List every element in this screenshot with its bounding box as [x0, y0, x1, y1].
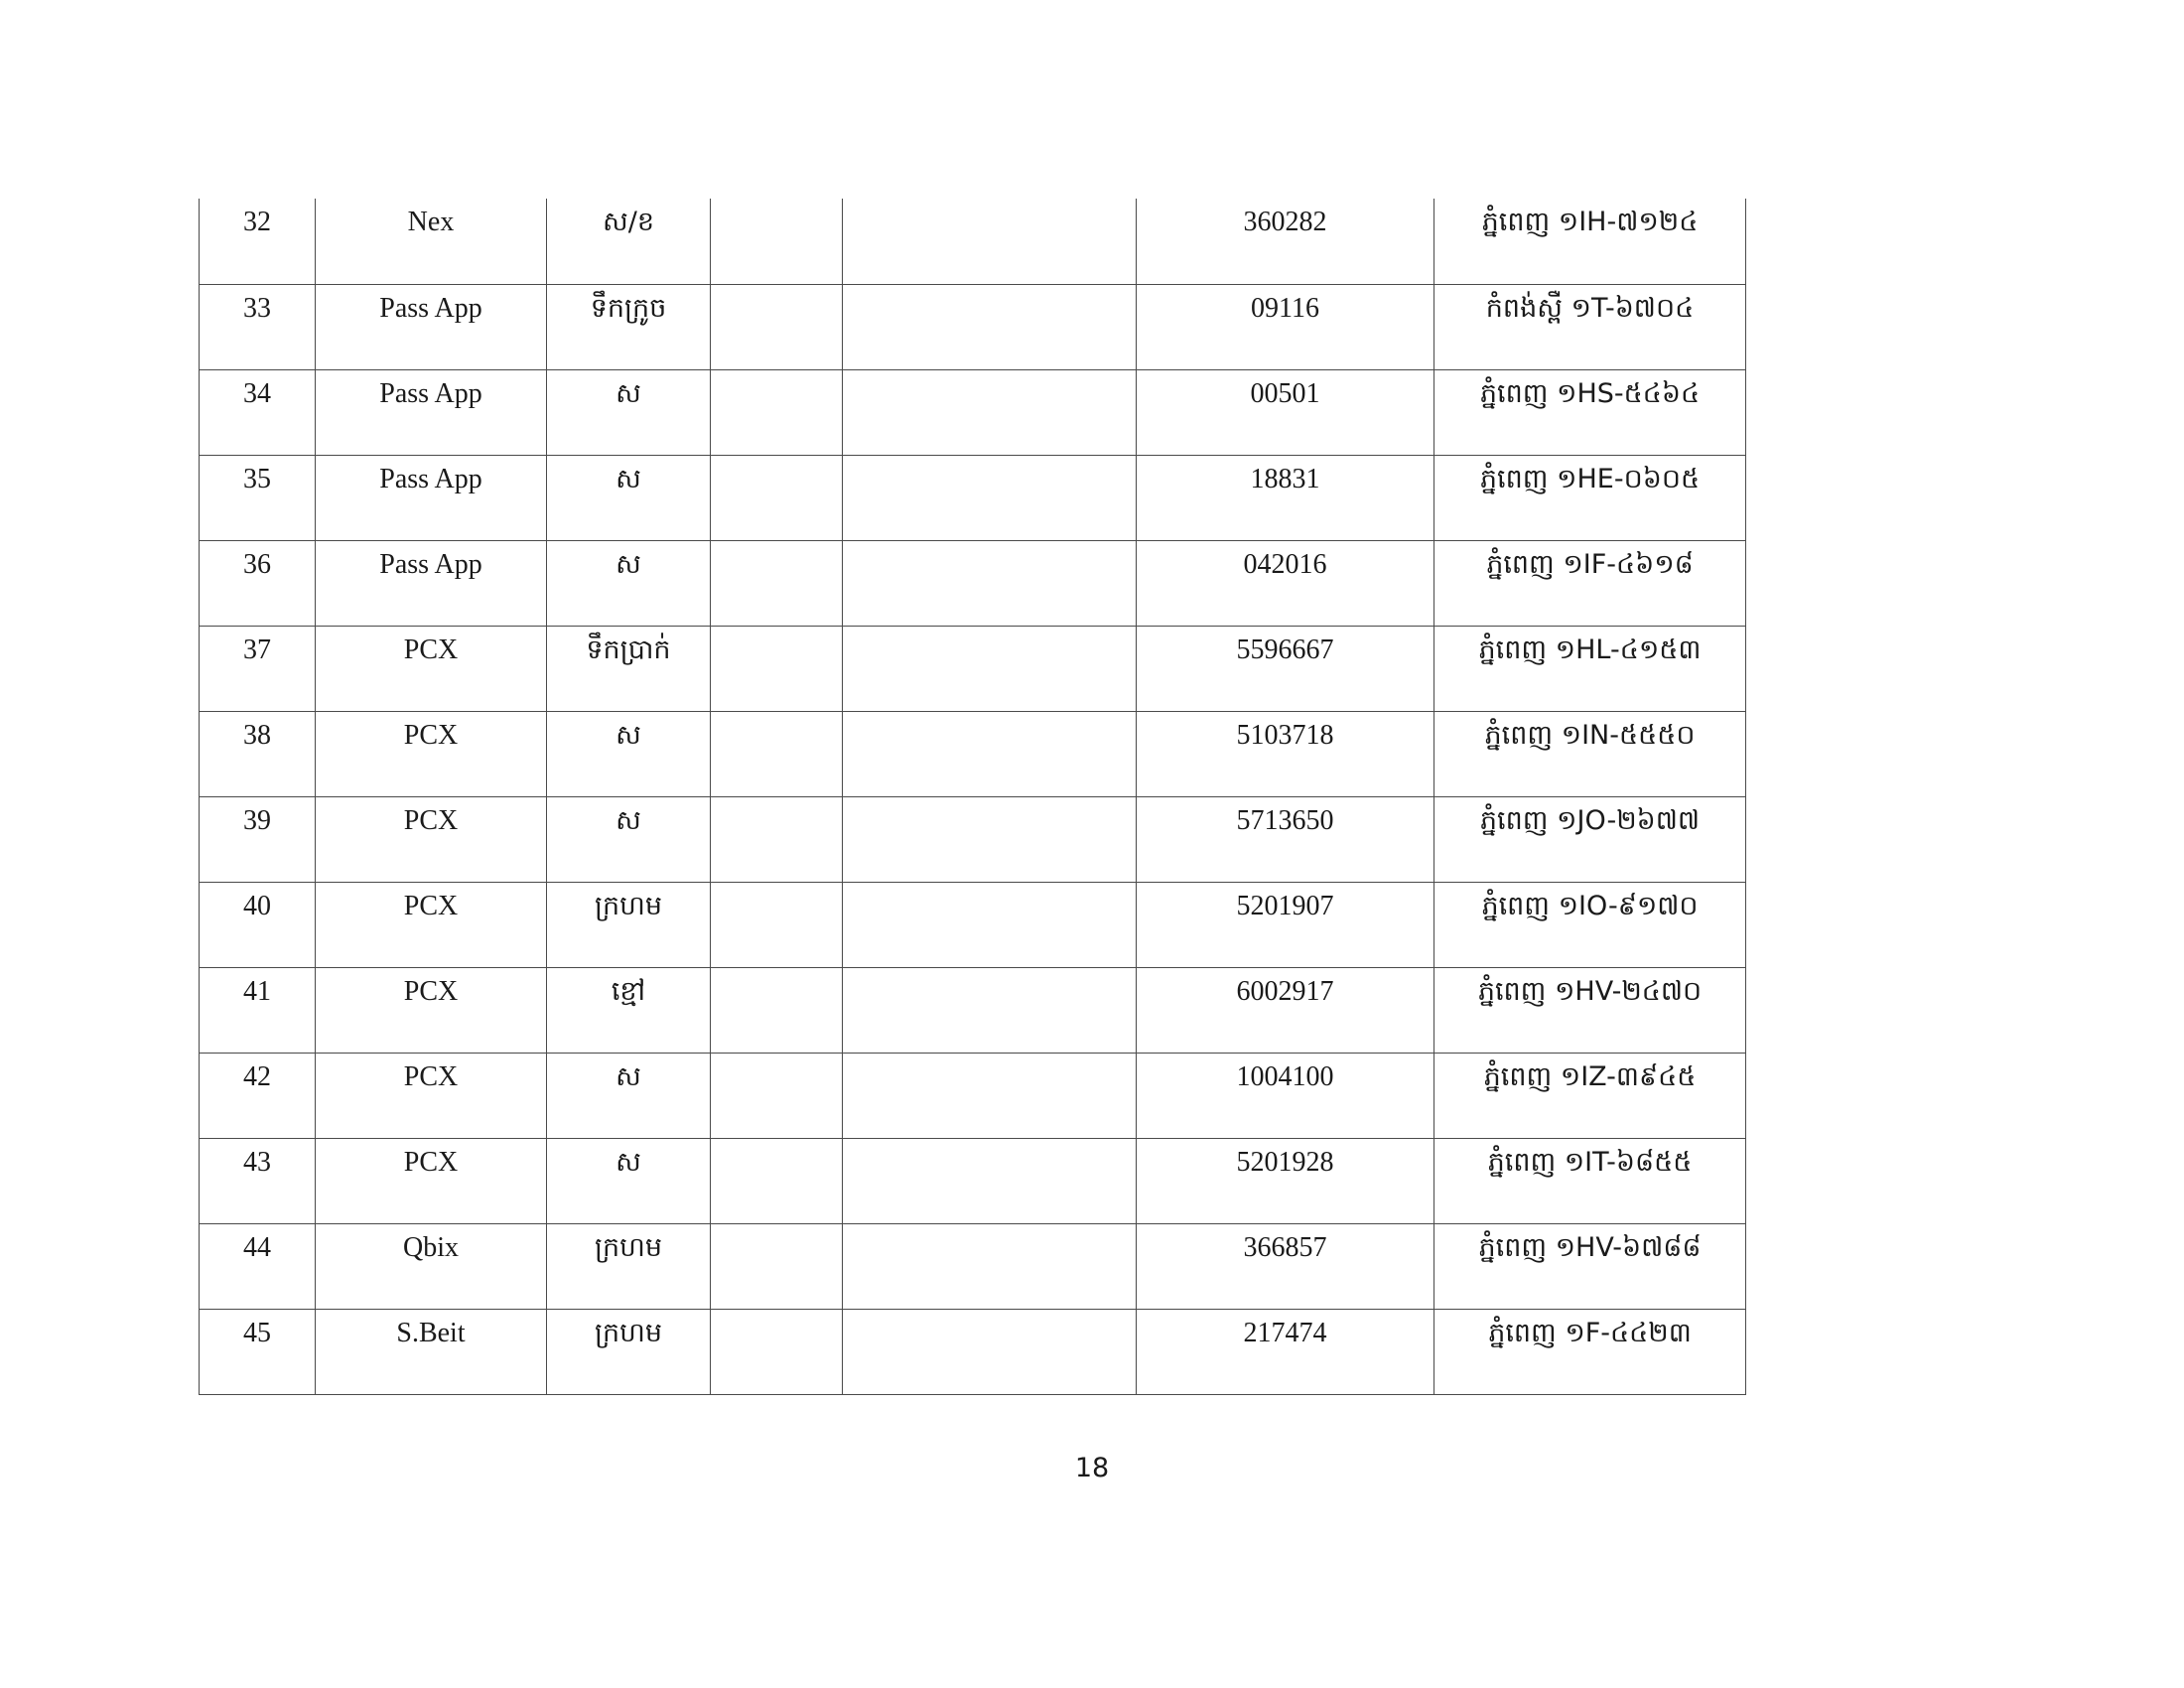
cell-empty-a: [711, 967, 843, 1053]
cell-empty-a-text: [711, 541, 842, 551]
cell-brand-text: Pass App: [379, 463, 482, 494]
cell-empty-a-text: [711, 1224, 842, 1234]
cell-color: [547, 1138, 711, 1223]
cell-empty-b-text: [843, 968, 1136, 978]
cell-empty-b: [843, 1053, 1137, 1138]
cell-empty-a: [711, 369, 843, 455]
cell-plate-text: ភ្នំពេញ ១IN-៥៥៥០: [1484, 719, 1696, 751]
cell-empty-a-text: [711, 627, 842, 636]
cell-empty-b-text: [843, 1224, 1136, 1234]
cell-brand-text: Pass App: [379, 377, 482, 409]
cell-brand: [316, 711, 547, 796]
cell-number-text: 5201928: [1236, 1146, 1334, 1178]
records-table: [199, 199, 1746, 1395]
cell-empty-b-text: [843, 1139, 1136, 1149]
cell-number-text: 5201907: [1236, 890, 1334, 921]
cell-empty-b-text: [843, 712, 1136, 722]
cell-brand-text: PCX: [403, 975, 459, 1007]
cell-number: [1137, 369, 1434, 455]
table-row: [200, 711, 1746, 796]
cell-row-number: [200, 796, 316, 882]
cell-row-number-text: 32: [243, 207, 271, 237]
cell-row-number-text: 40: [243, 890, 271, 921]
cell-number-text: 00501: [1250, 377, 1320, 409]
cell-plate-text: ភ្នំពេញ ១HS-៥៤៦៤: [1479, 377, 1701, 409]
cell-plate-text: ភ្នំពេញ ១IZ-៣៩៤៥: [1483, 1060, 1697, 1092]
cell-plate: [1434, 1053, 1746, 1138]
cell-color-text: ទឹកប្រាក់: [586, 633, 671, 665]
cell-plate: [1434, 1309, 1746, 1394]
cell-empty-a: [711, 1138, 843, 1223]
cell-empty-a-text: [711, 370, 842, 380]
cell-plate: [1434, 626, 1746, 711]
cell-number-text: 1004100: [1236, 1060, 1334, 1092]
table-row: [200, 284, 1746, 369]
records-table-body: [200, 199, 1746, 1394]
cell-empty-b: [843, 1223, 1137, 1309]
table-row: [200, 796, 1746, 882]
cell-empty-b-text: [843, 797, 1136, 807]
cell-plate-text: ភ្នំពេញ ១IF-៤៦១៨: [1486, 548, 1694, 580]
cell-row-number-text: 37: [243, 633, 271, 665]
table-row: [200, 369, 1746, 455]
cell-brand: [316, 284, 547, 369]
cell-row-number-text: 45: [243, 1317, 271, 1348]
cell-brand: [316, 967, 547, 1053]
cell-plate-text: ភ្នំពេញ ១HL-៤១៥៣: [1478, 633, 1702, 665]
cell-empty-a-text: [711, 1054, 842, 1063]
cell-row-number: [200, 540, 316, 626]
cell-empty-a: [711, 1223, 843, 1309]
cell-empty-b-text: [843, 456, 1136, 466]
cell-empty-a: [711, 796, 843, 882]
cell-number: [1137, 796, 1434, 882]
cell-number: [1137, 199, 1434, 284]
cell-empty-a-text: [711, 797, 842, 807]
cell-number: [1137, 284, 1434, 369]
cell-color: [547, 711, 711, 796]
cell-brand-text: PCX: [403, 804, 459, 836]
cell-row-number: [200, 711, 316, 796]
cell-row-number-text: 33: [243, 292, 271, 324]
cell-brand: [316, 1223, 547, 1309]
cell-empty-a-text: [711, 456, 842, 466]
cell-color-text: ខ្មៅ: [611, 975, 646, 1007]
table-row: [200, 1053, 1746, 1138]
cell-empty-a: [711, 199, 843, 284]
cell-row-number: [200, 199, 316, 284]
cell-plate-text: កំពង់ស្ពឺ ១T-៦៧០៤: [1485, 292, 1695, 324]
table-row: [200, 540, 1746, 626]
cell-empty-a-text: [711, 883, 842, 893]
cell-brand-text: PCX: [403, 1060, 459, 1092]
cell-number: [1137, 1053, 1434, 1138]
cell-row-number-text: 34: [243, 377, 271, 409]
cell-empty-a-text: [711, 199, 842, 209]
table-row: [200, 1138, 1746, 1223]
cell-plate: [1434, 455, 1746, 540]
cell-number: [1137, 1138, 1434, 1223]
cell-color: [547, 1309, 711, 1394]
cell-plate: [1434, 284, 1746, 369]
cell-empty-b-text: [843, 883, 1136, 893]
cell-plate-text: ភ្នំពេញ ១IH-៧១២៤: [1481, 207, 1699, 237]
cell-color-text: ស: [615, 463, 641, 494]
cell-plate: [1434, 882, 1746, 967]
cell-number: [1137, 711, 1434, 796]
cell-row-number: [200, 1309, 316, 1394]
cell-empty-a: [711, 540, 843, 626]
table-row: [200, 882, 1746, 967]
cell-row-number-text: 43: [243, 1146, 271, 1178]
cell-number-text: 5596667: [1236, 633, 1334, 665]
cell-brand-text: S.Beit: [396, 1317, 466, 1348]
cell-color-text: ស: [615, 1060, 641, 1092]
cell-plate: [1434, 199, 1746, 284]
cell-number: [1137, 882, 1434, 967]
cell-number-text: 18831: [1250, 463, 1320, 494]
cell-empty-a: [711, 711, 843, 796]
cell-color: [547, 882, 711, 967]
table-row: [200, 199, 1746, 284]
cell-color-text: ស: [615, 1146, 641, 1178]
cell-number: [1137, 1223, 1434, 1309]
cell-empty-a: [711, 882, 843, 967]
cell-empty-b: [843, 796, 1137, 882]
cell-row-number: [200, 1138, 316, 1223]
cell-brand-text: PCX: [403, 890, 459, 921]
cell-color: [547, 284, 711, 369]
cell-color: [547, 369, 711, 455]
cell-number-text: 09116: [1251, 292, 1319, 324]
cell-empty-a-text: [711, 1310, 842, 1320]
cell-empty-b: [843, 967, 1137, 1053]
cell-empty-b-text: [843, 541, 1136, 551]
cell-number-text: 5103718: [1236, 719, 1334, 751]
cell-empty-a: [711, 1309, 843, 1394]
cell-brand: [316, 1138, 547, 1223]
cell-empty-b: [843, 1138, 1137, 1223]
cell-color: [547, 199, 711, 284]
cell-row-number-text: 36: [243, 548, 271, 580]
cell-empty-b: [843, 540, 1137, 626]
cell-plate-text: ភ្នំពេញ ១JO-២៦៧៧: [1479, 804, 1701, 836]
cell-brand-text: Qbix: [403, 1231, 459, 1263]
cell-color: [547, 626, 711, 711]
cell-plate-text: ភ្នំពេញ ១HV-៦៧៨៨: [1478, 1231, 1702, 1263]
cell-number: [1137, 455, 1434, 540]
cell-color: [547, 1223, 711, 1309]
cell-empty-a: [711, 626, 843, 711]
cell-row-number: [200, 455, 316, 540]
cell-color-text: ក្រហម: [594, 1317, 663, 1348]
cell-plate: [1434, 1138, 1746, 1223]
cell-brand-text: Pass App: [379, 548, 482, 580]
cell-empty-b: [843, 199, 1137, 284]
cell-brand: [316, 882, 547, 967]
cell-empty-b: [843, 284, 1137, 369]
cell-plate-text: ភ្នំពេញ ១IT-៦៨៥៥: [1487, 1146, 1693, 1178]
cell-brand: [316, 540, 547, 626]
cell-color: [547, 1053, 711, 1138]
cell-plate: [1434, 1223, 1746, 1309]
cell-number-text: 360282: [1243, 207, 1327, 237]
cell-brand: [316, 626, 547, 711]
cell-empty-a-text: [711, 968, 842, 978]
cell-empty-b: [843, 626, 1137, 711]
cell-brand-text: Nex: [407, 207, 455, 237]
cell-color-text: ស: [615, 377, 641, 409]
cell-number: [1137, 540, 1434, 626]
cell-brand: [316, 1053, 547, 1138]
cell-row-number: [200, 369, 316, 455]
cell-number-text: 5713650: [1236, 804, 1334, 836]
table-row: [200, 455, 1746, 540]
cell-row-number: [200, 882, 316, 967]
cell-brand: [316, 796, 547, 882]
cell-empty-b: [843, 1309, 1137, 1394]
cell-empty-a: [711, 1053, 843, 1138]
cell-plate: [1434, 369, 1746, 455]
cell-plate: [1434, 540, 1746, 626]
cell-number-text: 217474: [1243, 1317, 1327, 1348]
cell-plate-text: ភ្នំពេញ ១HV-២៤៧០: [1477, 975, 1703, 1007]
cell-empty-b-text: [843, 1310, 1136, 1320]
cell-brand-text: PCX: [403, 633, 459, 665]
table-row: [200, 967, 1746, 1053]
table-row: [200, 626, 1746, 711]
cell-color-text: ក្រហម: [594, 890, 663, 921]
cell-brand: [316, 1309, 547, 1394]
cell-empty-b: [843, 882, 1137, 967]
cell-row-number-text: 39: [243, 804, 271, 836]
cell-row-number-text: 38: [243, 719, 271, 751]
cell-row-number: [200, 1223, 316, 1309]
cell-number: [1137, 626, 1434, 711]
cell-color: [547, 967, 711, 1053]
cell-empty-b-text: [843, 1054, 1136, 1063]
cell-brand: [316, 455, 547, 540]
cell-color-text: ស: [615, 548, 641, 580]
cell-brand-text: PCX: [403, 1146, 459, 1178]
cell-color-text: ស: [615, 804, 641, 836]
table-row: [200, 1223, 1746, 1309]
cell-color-text: ទឹកក្រូច: [590, 292, 667, 324]
cell-row-number: [200, 1053, 316, 1138]
cell-color: [547, 540, 711, 626]
cell-plate: [1434, 796, 1746, 882]
cell-plate-text: ភ្នំពេញ ១HE-០៦០៥: [1479, 463, 1701, 494]
cell-number-text: 042016: [1243, 548, 1327, 580]
cell-number: [1137, 1309, 1434, 1394]
cell-brand: [316, 369, 547, 455]
cell-empty-a-text: [711, 712, 842, 722]
cell-empty-a: [711, 284, 843, 369]
cell-row-number-text: 42: [243, 1060, 271, 1092]
cell-plate: [1434, 711, 1746, 796]
cell-empty-b: [843, 455, 1137, 540]
cell-row-number-text: 44: [243, 1231, 271, 1263]
cell-empty-b-text: [843, 370, 1136, 380]
cell-empty-a-text: [711, 1139, 842, 1149]
cell-empty-b: [843, 369, 1137, 455]
cell-empty-b-text: [843, 285, 1136, 295]
cell-row-number: [200, 626, 316, 711]
cell-empty-a: [711, 455, 843, 540]
cell-number-text: 366857: [1243, 1231, 1327, 1263]
cell-plate: [1434, 967, 1746, 1053]
cell-color: [547, 796, 711, 882]
cell-empty-b: [843, 711, 1137, 796]
cell-row-number: [200, 284, 316, 369]
cell-empty-b-text: [843, 627, 1136, 636]
cell-number: [1137, 967, 1434, 1053]
cell-empty-b-text: [843, 199, 1136, 209]
cell-plate-text: ភ្នំពេញ ១F-៤៤២៣: [1488, 1317, 1692, 1348]
cell-row-number: [200, 967, 316, 1053]
cell-color-text: ក្រហម: [594, 1231, 663, 1263]
cell-color: [547, 455, 711, 540]
table-row: [200, 1309, 1746, 1394]
cell-plate-text: ភ្នំពេញ ១IO-៩១៧០: [1481, 890, 1699, 921]
cell-brand-text: Pass App: [379, 292, 482, 324]
cell-brand-text: PCX: [403, 719, 459, 751]
cell-brand: [316, 199, 547, 284]
cell-row-number-text: 35: [243, 463, 271, 494]
cell-empty-a-text: [711, 285, 842, 295]
cell-number-text: 6002917: [1236, 975, 1334, 1007]
cell-row-number-text: 41: [243, 975, 271, 1007]
page-number: 18: [1074, 1453, 1110, 1483]
cell-color-text: ស: [615, 719, 641, 751]
cell-color-text: ស/ខ: [603, 207, 654, 237]
